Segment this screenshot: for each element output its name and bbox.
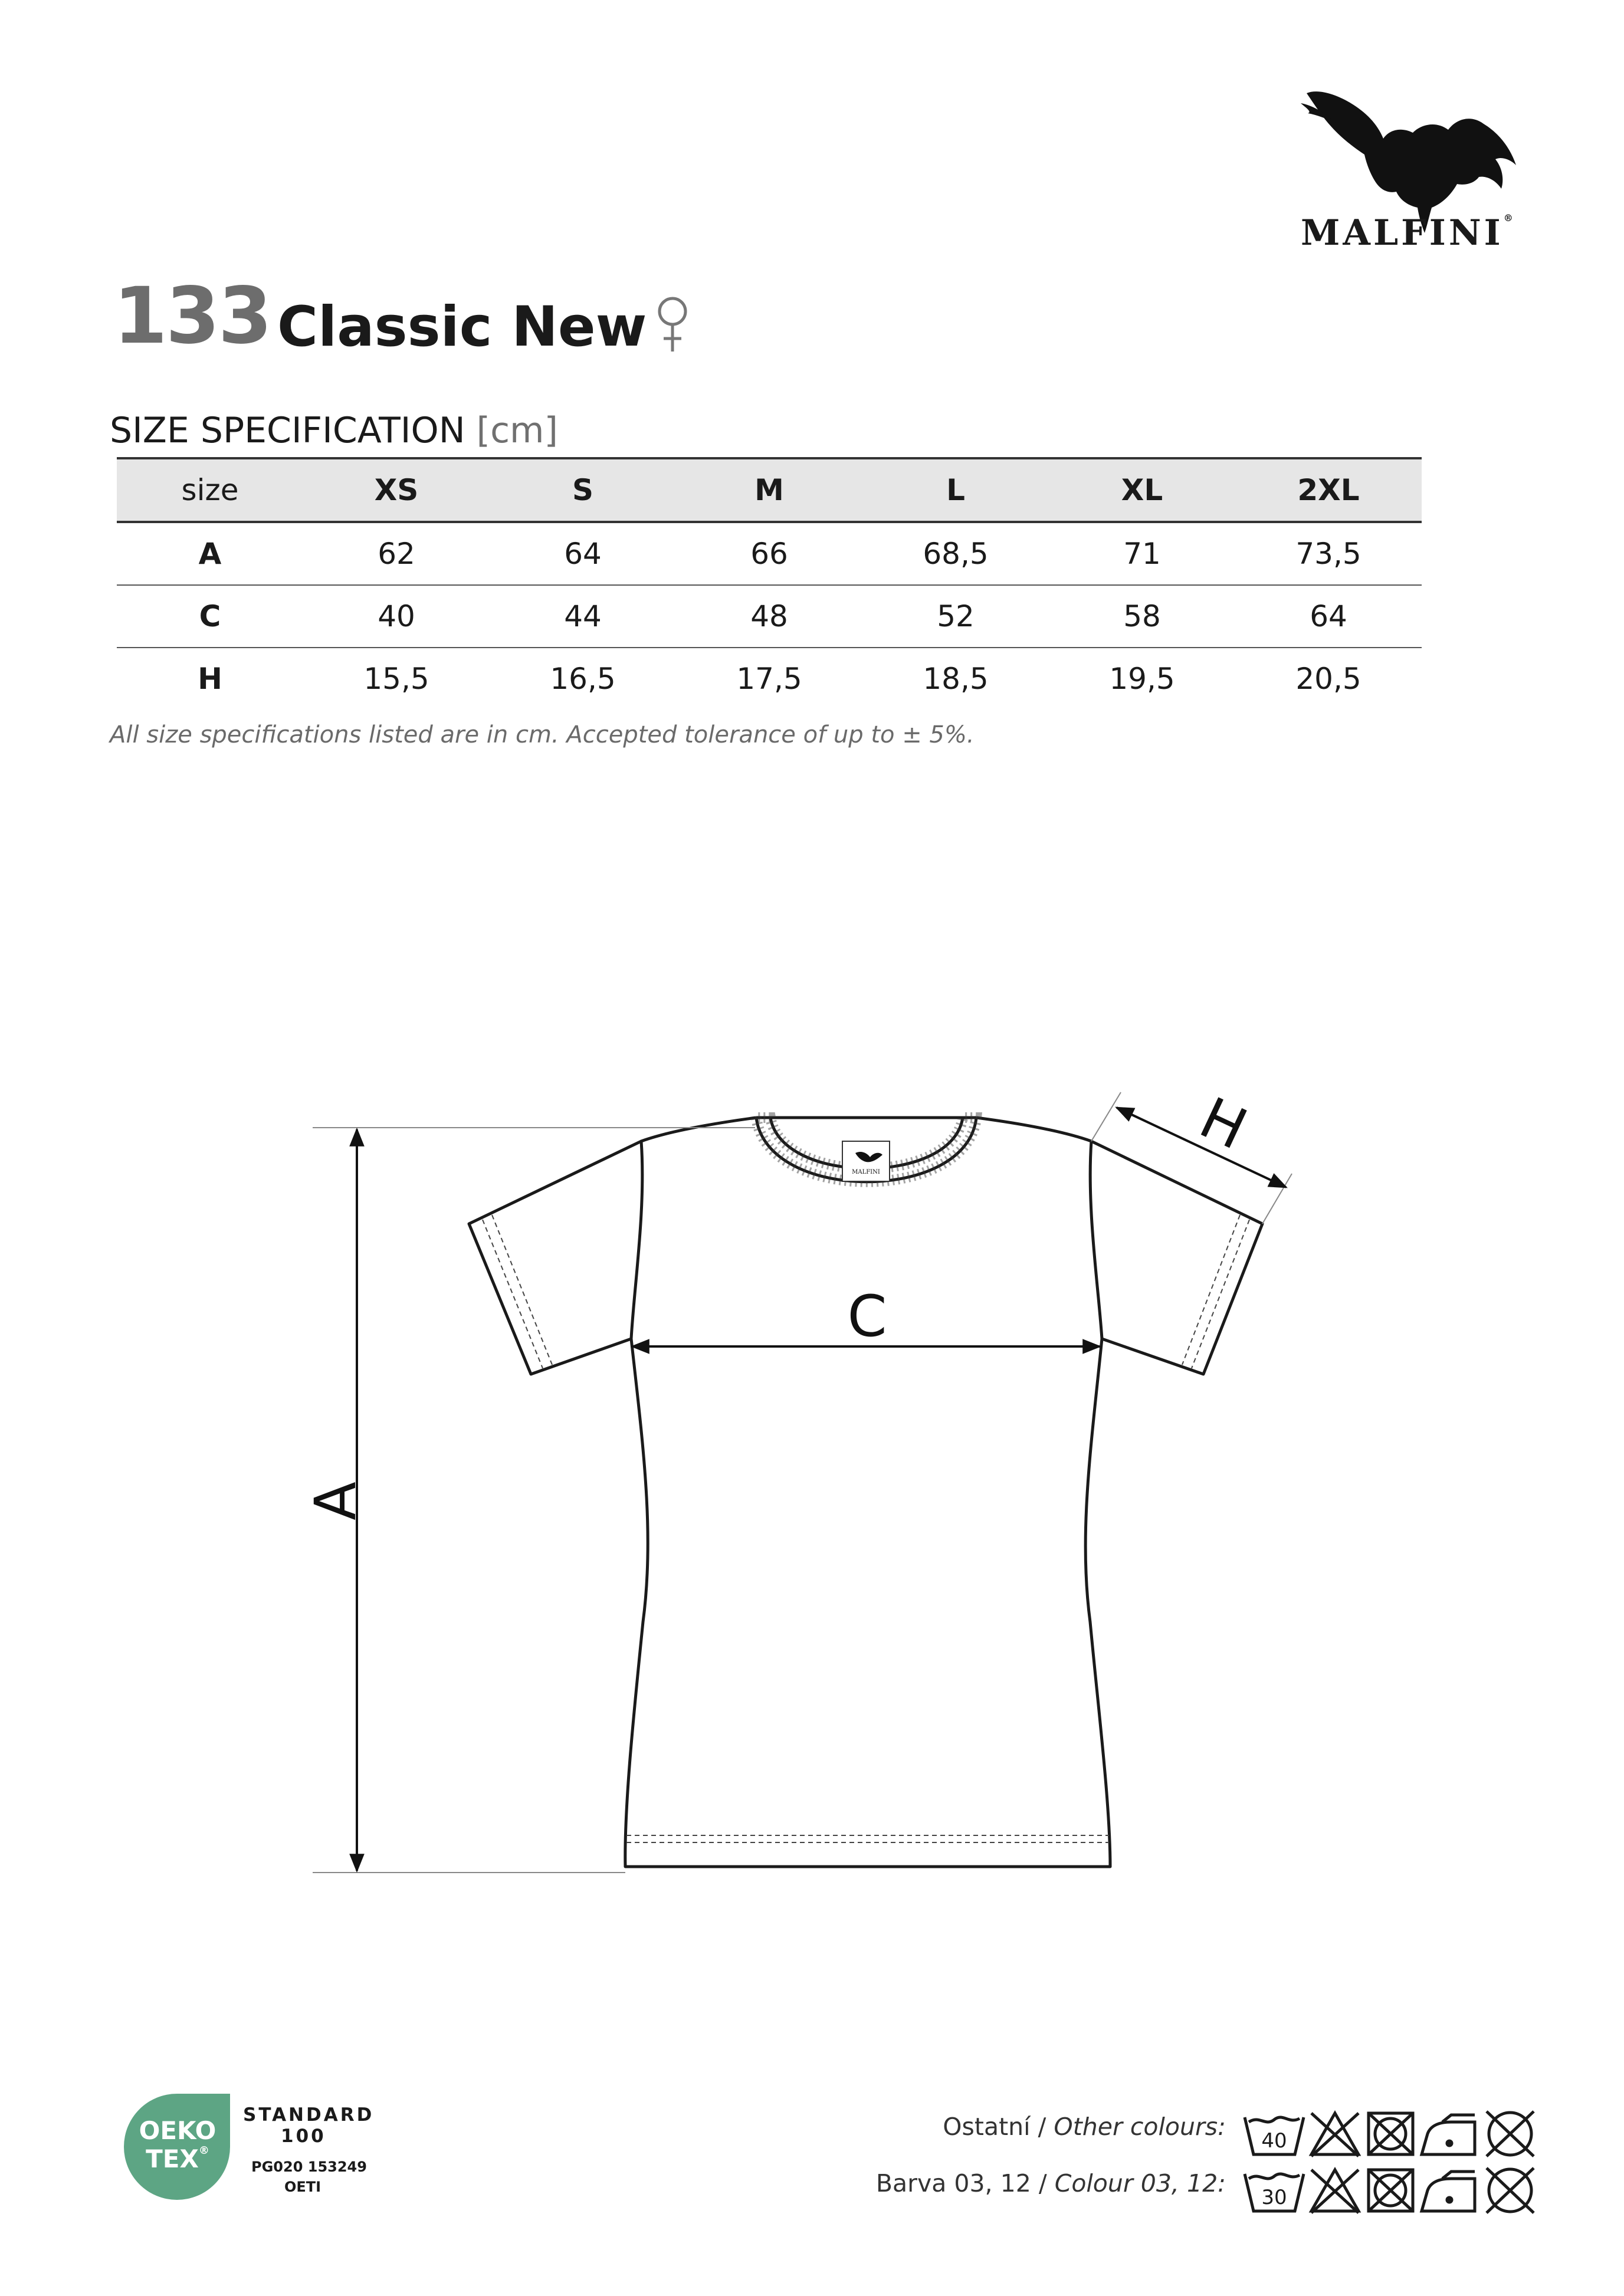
oeko-tex-line2: [133, 2144, 222, 2173]
table-cell: 68,5: [862, 522, 1049, 585]
no-bleach-icon: [1311, 2113, 1359, 2156]
tolerance-note: All size specifications listed are in cm. Accepted tolerance of up to ± 5%.: [110, 721, 975, 748]
table-cell: 17,5: [736, 662, 802, 696]
oeko-tex-registered: ®: [198, 2144, 209, 2157]
col-header: size: [117, 458, 303, 522]
product-name: Classic New: [277, 295, 647, 359]
no-bleach-icon: [1311, 2170, 1359, 2213]
spec-title-text: SIZE SPECIFICATION: [110, 410, 465, 451]
wash-temp: 30: [1261, 2186, 1287, 2209]
no-dry-clean-icon: [1487, 2168, 1534, 2213]
col-header: 2XL: [1235, 458, 1422, 522]
neck-tag-text: MALFINI: [852, 1169, 880, 1175]
no-dry-clean-icon: [1487, 2111, 1534, 2156]
table-cell: 16,5: [550, 662, 616, 696]
iron-low-icon: [1422, 2172, 1475, 2211]
table-cell: 15,5: [363, 662, 429, 696]
care-label-en: Colour 03, 12:: [1054, 2169, 1226, 2198]
care-label-cz: Barva 03, 12 /: [875, 2169, 1047, 2198]
wash-temp: 40: [1261, 2129, 1287, 2153]
table-cell: 40: [303, 585, 490, 648]
brand-name: MALFINI: [1301, 212, 1504, 254]
no-tumble-dry-icon: [1369, 2170, 1413, 2211]
table-cell: 66: [676, 522, 862, 585]
spec-unit: [cm]: [476, 410, 558, 451]
care-label-colour-03-12: [636, 2169, 1226, 2198]
dimension-h: [1091, 1092, 1292, 1224]
table-cell: 20,5: [1295, 662, 1361, 696]
table-cell: 52: [862, 585, 1049, 648]
cert-number: PG020 153249: [251, 2159, 367, 2175]
table-cell: 62: [303, 522, 490, 585]
care-symbols-row: [1242, 2161, 1548, 2220]
no-tumble-dry-icon: [1369, 2113, 1413, 2154]
col-header: XL: [1049, 458, 1235, 522]
table-cell: 64: [490, 522, 676, 585]
row-label: A: [117, 522, 303, 585]
table-cell: 58: [1049, 585, 1235, 648]
brand-registered-mark: ®: [1503, 212, 1513, 224]
table-cell: 44: [490, 585, 676, 648]
col-header: L: [862, 458, 1049, 522]
table-cell: 71: [1049, 522, 1235, 585]
label-a: A: [303, 1482, 369, 1520]
oeko-tex-line1: OEKO: [139, 2116, 216, 2145]
care-symbols-row: [1242, 2104, 1548, 2163]
col-header: M: [676, 458, 862, 522]
table-cell: 73,5: [1235, 522, 1422, 585]
care-label-other-colours: [636, 2113, 1226, 2141]
table-cell: 64: [1235, 585, 1422, 648]
col-header: S: [490, 458, 676, 522]
row-label: H: [198, 662, 222, 696]
care-label-en: Other colours:: [1054, 2113, 1226, 2141]
standard-label: STANDARD: [243, 2104, 375, 2126]
table-cell: 18,5: [923, 662, 989, 696]
label-c: C: [847, 1283, 887, 1349]
cert-issuer: OETI: [284, 2179, 321, 2195]
care-label-cz: Ostatní /: [943, 2113, 1046, 2141]
oeko-tex-line2-text: TEX: [146, 2144, 199, 2173]
label-h: H: [1190, 1085, 1257, 1163]
dimension-a: [313, 1128, 755, 1873]
iron-low-icon: [1422, 2115, 1475, 2154]
table-cell: 48: [676, 585, 862, 648]
product-number: 133: [113, 271, 271, 362]
table-cell: 19,5: [1109, 662, 1175, 696]
standard-number: 100: [281, 2126, 326, 2147]
tshirt-outline: [469, 1118, 1262, 1867]
col-header: XS: [303, 458, 490, 522]
row-label: C: [117, 585, 303, 648]
